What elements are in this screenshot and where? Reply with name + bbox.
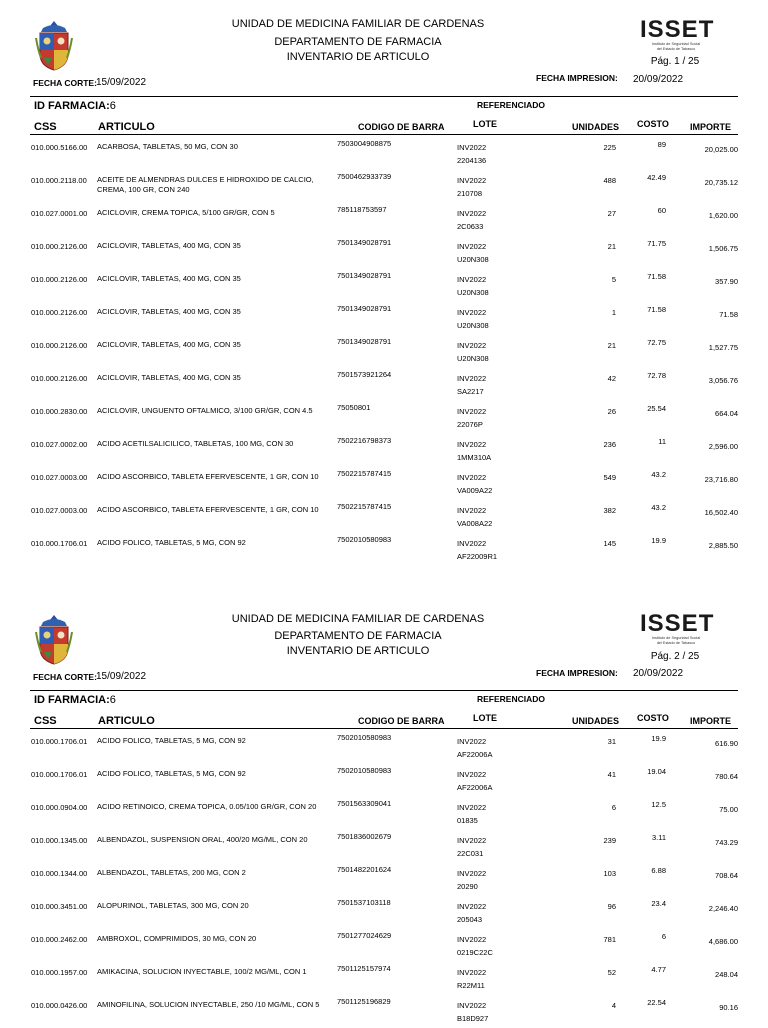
cell-codigo-barra: 7502215787415 [337,469,392,478]
isset-subtitle-2: del Estado de Tabasco [656,46,696,51]
report-title-line-3: INVENTARIO DE ARTICULO [286,51,430,63]
cell-articulo: ALOPURINOL, TABLETAS, 300 MG, CON 20 [97,901,249,910]
fecha-corte-value: 15/09/2022 [96,671,147,682]
cell-articulo: ACICLOVIR, UNGUENTO OFTALMICO, 3/100 GR/GR, CON 4.5 [97,406,313,415]
cell-codigo-barra: 7502010580983 [337,535,392,544]
cell-costo: 12.5 [651,800,666,809]
cell-importe: 20,025.00 [704,145,738,154]
cell-lote-inventario: INV2022 [457,275,487,284]
cell-articulo: AMINOFILINA, SOLUCION INYECTABLE, 250 /10 MG/ML, CON 5 [97,1000,320,1009]
cell-codigo-barra: 75050801 [337,403,371,412]
cell-lote-numero: 20290 [457,882,478,891]
id-farmacia-label: ID FARMACIA: [34,100,110,112]
report-title-line-1: UNIDAD DE MEDICINA FAMILIAR DE CARDENAS [231,613,485,625]
cell-articulo: ACICLOVIR, TABLETAS, 400 MG, CON 35 [97,241,241,250]
cell-unidades: 41 [607,770,616,779]
isset-subtitle-1: Instituto de Seguridad Social [651,42,701,46]
cell-importe: 2,246.40 [708,904,738,913]
cell-codigo-barra: 7502216798373 [337,436,392,445]
cell-lote-inventario: INV2022 [457,209,487,218]
cell-unidades: 239 [603,836,616,845]
isset-subtitle-2: del Estado de Tabasco [656,640,696,645]
col-header-unidades: UNIDADES [572,716,620,726]
table-row [0,237,768,269]
isset-brand: ISSET [640,16,715,43]
cell-lote-inventario: INV2022 [457,935,487,944]
cell-css: 010.027.0001.00 [31,209,88,218]
id-farmacia-value: 6 [109,100,116,112]
col-header-codigo: CODIGO DE BARRA [358,122,445,132]
table-row [0,732,768,764]
cell-lote-numero: AF22006A [457,750,493,759]
cell-codigo-barra: 7501125196829 [337,997,391,1006]
cell-importe: 20,735.12 [704,178,738,187]
table-row [0,468,768,500]
cell-css: 010.000.2126.00 [31,242,88,251]
cell-lote-numero: U20N308 [457,354,489,363]
col-header-css: CSS [34,121,57,133]
cell-codigo-barra: 7501482201624 [337,865,392,874]
cell-lote-numero: U20N308 [457,321,489,330]
cell-unidades: 382 [603,506,616,515]
cell-lote-inventario: INV2022 [457,770,487,779]
cell-lote-numero: 2204136 [457,156,487,165]
table-row [0,798,768,830]
cell-lote-inventario: INV2022 [457,803,487,812]
cell-costo: 6 [661,932,666,941]
cell-costo: 43.2 [651,470,666,479]
cell-codigo-barra: 7502010580983 [337,733,392,742]
cell-lote-inventario: INV2022 [457,407,487,416]
cell-codigo-barra: 7501836002679 [337,832,392,841]
cell-codigo-barra: 7501573921264 [337,370,392,379]
cell-lote-inventario: INV2022 [457,143,487,152]
cell-articulo: ACIDO ASCORBICO, TABLETA EFERVESCENTE, 1 GR, CON 10 [97,505,319,514]
cell-lote-numero: AF22009R1 [457,552,498,561]
cell-costo: 19.9 [651,734,666,743]
cell-articulo: ACIDO RETINOICO, CREMA TOPICA, 0.05/100 GR/GR, CON 20 [97,802,317,811]
cell-css: 010.000.0904.00 [31,803,88,812]
col-header-css: CSS [34,715,57,727]
fecha-impresion-label: FECHA IMPRESION: [536,73,618,83]
cell-importe: 357.90 [715,277,738,286]
cell-costo: 71.58 [647,305,666,314]
cell-lote-numero: B18D927 [457,1014,489,1023]
table-row [0,138,768,170]
cell-articulo: ACIDO ACETILSALICILICO, TABLETAS, 100 MG, CON 30 [97,439,294,448]
cell-costo: 60 [657,206,666,215]
header-divider [30,134,738,135]
cell-lote-numero: 22076P [457,420,483,429]
cell-importe: 1,527.75 [708,343,738,352]
cell-lote-inventario: INV2022 [457,308,487,317]
cell-lote-inventario: INV2022 [457,374,487,383]
cell-importe: 780.64 [715,772,738,781]
col-header-importe: IMPORTE [690,122,732,132]
cell-lote-numero: U20N308 [457,255,489,264]
cell-importe: 16,502.40 [704,508,738,517]
cell-costo: 4.77 [651,965,666,974]
isset-brand: ISSET [640,610,715,637]
cell-importe: 2,885.50 [708,541,738,550]
cell-lote-numero: 2C0633 [457,222,484,231]
cell-unidades: 5 [611,275,616,284]
cell-lote-inventario: INV2022 [457,968,487,977]
cell-lote-inventario: INV2022 [457,341,487,350]
fecha-impresion-label: FECHA IMPRESION: [536,668,618,678]
cell-costo: 11 [658,437,666,446]
cell-costo: 19.9 [651,536,666,545]
report-title-line-2: DEPARTAMENTO DE FARMACIA [274,36,442,48]
cell-lote-inventario: INV2022 [457,176,487,185]
fecha-impresion-value: 20/09/2022 [633,668,684,679]
id-farmacia [34,100,116,112]
cell-unidades: 225 [603,143,616,152]
cell-costo: 19.04 [647,767,666,776]
isset-logo [640,18,720,51]
isset-logo [640,612,720,645]
cell-lote-inventario: INV2022 [457,473,487,482]
id-farmacia [34,694,116,706]
table-row [0,996,768,1028]
cell-css: 010.000.2830.00 [31,407,88,416]
cell-lote-inventario: INV2022 [457,506,487,515]
fecha-impresion-value: 20/09/2022 [633,74,684,85]
cell-unidades: 21 [607,242,616,251]
cell-unidades: 96 [607,902,616,911]
cell-articulo: ACICLOVIR, TABLETAS, 400 MG, CON 35 [97,274,241,283]
cell-lote-inventario: INV2022 [457,737,487,746]
cell-importe: 23,716.80 [704,475,738,484]
cell-lote-numero: 0219C22C [457,948,493,957]
cell-importe: 708.64 [715,871,738,880]
cell-codigo-barra: 785118753597 [337,205,387,214]
referenciado-label: REFERENCIADO [477,100,546,110]
cell-codigo-barra: 7501277024629 [337,931,392,940]
fecha-corte-value: 15/09/2022 [96,77,147,88]
cell-lote-inventario: INV2022 [457,440,487,449]
cell-unidades: 21 [607,341,616,350]
cell-css: 010.000.1706.01 [31,770,88,779]
cell-lote-inventario: INV2022 [457,902,487,911]
cell-unidades: 488 [603,176,616,185]
cell-unidades: 42 [607,374,616,383]
cell-codigo-barra: 7501349028791 [337,238,392,247]
table-row [0,897,768,929]
cell-lote-numero: U20N308 [457,288,489,297]
cell-css: 010.000.3451.00 [31,902,88,911]
id-farmacia-value: 6 [109,694,116,706]
page-number: Pág. 2 / 25 [650,651,700,662]
cell-articulo: ACARBOSA, TABLETAS, 50 MG, CON 30 [97,142,238,151]
cell-importe: 75.00 [719,805,738,814]
cell-articulo: ALBENDAZOL, SUSPENSION ORAL, 400/20 MG/ML, CON 20 [97,835,308,844]
cell-lote-numero: VA008A22 [457,519,493,528]
cell-unidades: 4 [611,1001,616,1010]
cell-costo: 22.54 [647,998,666,1007]
cell-lote-numero: 22C031 [457,849,484,858]
cell-lote-numero: SA2217 [457,387,484,396]
col-header-costo: COSTO [637,713,669,723]
cell-articulo: ACIDO FOLICO, TABLETAS, 5 MG, CON 92 [97,538,246,547]
fecha-corte-label: FECHA CORTE: [33,78,97,88]
cell-articulo: ACICLOVIR, TABLETAS, 400 MG, CON 35 [97,373,241,382]
cell-articulo: AMBROXOL, COMPRIMIDOS, 30 MG, CON 20 [97,934,257,943]
cell-importe: 4,686.00 [708,937,738,946]
cell-articulo: ACIDO FOLICO, TABLETAS, 5 MG, CON 92 [97,769,246,778]
cell-costo: 71.58 [647,272,666,281]
cell-lote-inventario: INV2022 [457,242,487,251]
table-row [0,831,768,863]
cell-unidades: 549 [603,473,616,482]
cell-articulo: AMIKACINA, SOLUCION INYECTABLE, 100/2 MG/ML, CON 1 [97,967,307,976]
cell-costo: 6.88 [651,866,666,875]
cell-costo: 71.75 [647,239,666,248]
cell-costo: 25.54 [647,404,666,413]
cell-costo: 3.11 [651,833,666,842]
cell-unidades: 236 [603,440,616,449]
cell-codigo-barra: 7501349028791 [337,337,392,346]
cell-costo: 72.78 [647,371,666,380]
cell-unidades: 31 [607,737,616,746]
cell-unidades: 26 [607,407,616,416]
cell-lote-inventario: INV2022 [457,869,487,878]
cell-lote-numero: R22M11 [457,981,485,990]
cell-css: 010.000.1957.00 [31,968,88,977]
referenciado-label: REFERENCIADO [477,694,546,704]
cell-articulo: ACIDO FOLICO, TABLETAS, 5 MG, CON 92 [97,736,246,745]
cell-importe: 1,620.00 [708,211,738,220]
cell-css: 010.000.2126.00 [31,341,88,350]
cell-unidades: 145 [603,539,616,548]
cell-lote-numero: VA009A22 [457,486,493,495]
cell-importe: 2,596.00 [708,442,738,451]
table-row [0,501,768,533]
cell-codigo-barra: 7502215787415 [337,502,392,511]
table-row [0,435,768,467]
cell-unidades: 1 [611,308,616,317]
cell-unidades: 781 [603,935,616,944]
table-row [0,765,768,797]
cell-lote-numero: 210708 [457,189,483,198]
cell-codigo-barra: 7501563309041 [337,799,392,808]
table-row [0,864,768,896]
cell-costo: 42.49 [647,173,666,182]
divider [30,96,738,97]
cell-articulo: ACIDO ASCORBICO, TABLETA EFERVESCENTE, 1 GR, CON 10 [97,472,319,481]
cell-css: 010.027.0002.00 [31,440,88,449]
report-page-2 [0,594,768,1024]
col-header-codigo: CODIGO DE BARRA [358,716,445,726]
cell-css: 010.027.0003.00 [31,473,88,482]
table-row [0,204,768,236]
table-row [0,336,768,368]
isset-subtitle-1: Instituto de Seguridad Social [651,636,701,640]
cell-css: 010.000.0426.00 [31,1001,88,1010]
cell-costo: 43.2 [651,503,666,512]
cell-lote-numero: 01835 [457,816,478,825]
cell-css: 010.027.0003.00 [31,506,88,515]
cell-costo: 72.75 [647,338,666,347]
cell-css: 010.000.2126.00 [31,308,88,317]
table-row [0,963,768,995]
page-number: Pág. 1 / 25 [650,56,700,67]
cell-lote-inventario: INV2022 [457,539,487,548]
cell-importe: 743.29 [715,838,738,847]
cell-importe: 664.04 [715,409,738,418]
cell-unidades: 103 [603,869,616,878]
cell-articulo: ALBENDAZOL, TABLETAS, 200 MG, CON 2 [97,868,246,877]
report-title-line-3: INVENTARIO DE ARTICULO [286,645,430,657]
cell-unidades: 6 [611,803,616,812]
cell-css: 010.000.5166.00 [31,143,88,152]
cell-importe: 3,056.76 [708,376,738,385]
col-header-articulo: ARTICULO [98,715,155,727]
cell-css: 010.000.1706.01 [31,737,88,746]
divider [30,690,738,691]
tabasco-coat-of-arms-logo [35,20,73,72]
table-row [0,171,768,203]
cell-importe: 616.90 [715,739,738,748]
cell-articulo: ACEITE DE ALMENDRAS DULCES E HIDROXIDO DE CALCIO, CREMA, 100 GR, CON 240 [97,175,314,194]
cell-codigo-barra: 7500462933739 [337,172,392,181]
cell-lote-numero: AF22006A [457,783,493,792]
cell-codigo-barra: 7501349028791 [337,304,392,313]
cell-css: 010.000.1345.00 [31,836,88,845]
cell-lote-numero: 205043 [457,915,483,924]
cell-css: 010.000.1706.01 [31,539,88,548]
report-title-line-1: UNIDAD DE MEDICINA FAMILIAR DE CARDENAS [231,18,485,30]
cell-importe: 90.16 [719,1003,738,1012]
col-header-lote: LOTE [473,713,497,723]
table-row [0,930,768,962]
cell-importe: 71.58 [719,310,738,319]
cell-codigo-barra: 7501349028791 [337,271,392,280]
cell-lote-inventario: INV2022 [457,1001,487,1010]
id-farmacia-label: ID FARMACIA: [34,694,110,706]
table-row [0,369,768,401]
cell-unidades: 52 [607,968,616,977]
cell-css: 010.000.2126.00 [31,374,88,383]
fecha-corte-label: FECHA CORTE: [33,672,97,682]
cell-codigo-barra: 7502010580983 [337,766,392,775]
col-header-articulo: ARTICULO [98,121,155,133]
report-title-line-2: DEPARTAMENTO DE FARMACIA [274,630,442,642]
cell-importe: 248.04 [715,970,738,979]
tabasco-coat-of-arms-logo [35,614,73,666]
cell-codigo-barra: 7503004908875 [337,139,392,148]
table-row [0,303,768,335]
col-header-importe: IMPORTE [690,716,732,726]
cell-codigo-barra: 7501125157974 [337,964,391,973]
cell-codigo-barra: 7501537103118 [337,898,391,907]
cell-articulo: ACICLOVIR, TABLETAS, 400 MG, CON 35 [97,340,241,349]
cell-articulo: ACICLOVIR, CREMA TOPICA, 5/100 GR/GR, CON 5 [97,208,275,217]
cell-css: 010.000.2126.00 [31,275,88,284]
table-row [0,402,768,434]
cell-css: 010.000.1344.00 [31,869,88,878]
cell-unidades: 27 [607,209,616,218]
cell-lote-numero: 1MM310A [457,453,492,462]
table-row [0,270,768,302]
cell-css: 010.000.2118.00 [31,176,87,185]
table-row [0,534,768,566]
cell-costo: 23.4 [651,899,666,908]
col-header-lote: LOTE [473,119,497,129]
cell-lote-inventario: INV2022 [457,836,487,845]
cell-articulo: ACICLOVIR, TABLETAS, 400 MG, CON 35 [97,307,241,316]
header-divider [30,728,738,729]
cell-costo: 89 [657,140,666,149]
col-header-unidades: UNIDADES [572,122,620,132]
cell-css: 010.000.2462.00 [31,935,88,944]
col-header-costo: COSTO [637,119,669,129]
cell-importe: 1,506.75 [708,244,738,253]
